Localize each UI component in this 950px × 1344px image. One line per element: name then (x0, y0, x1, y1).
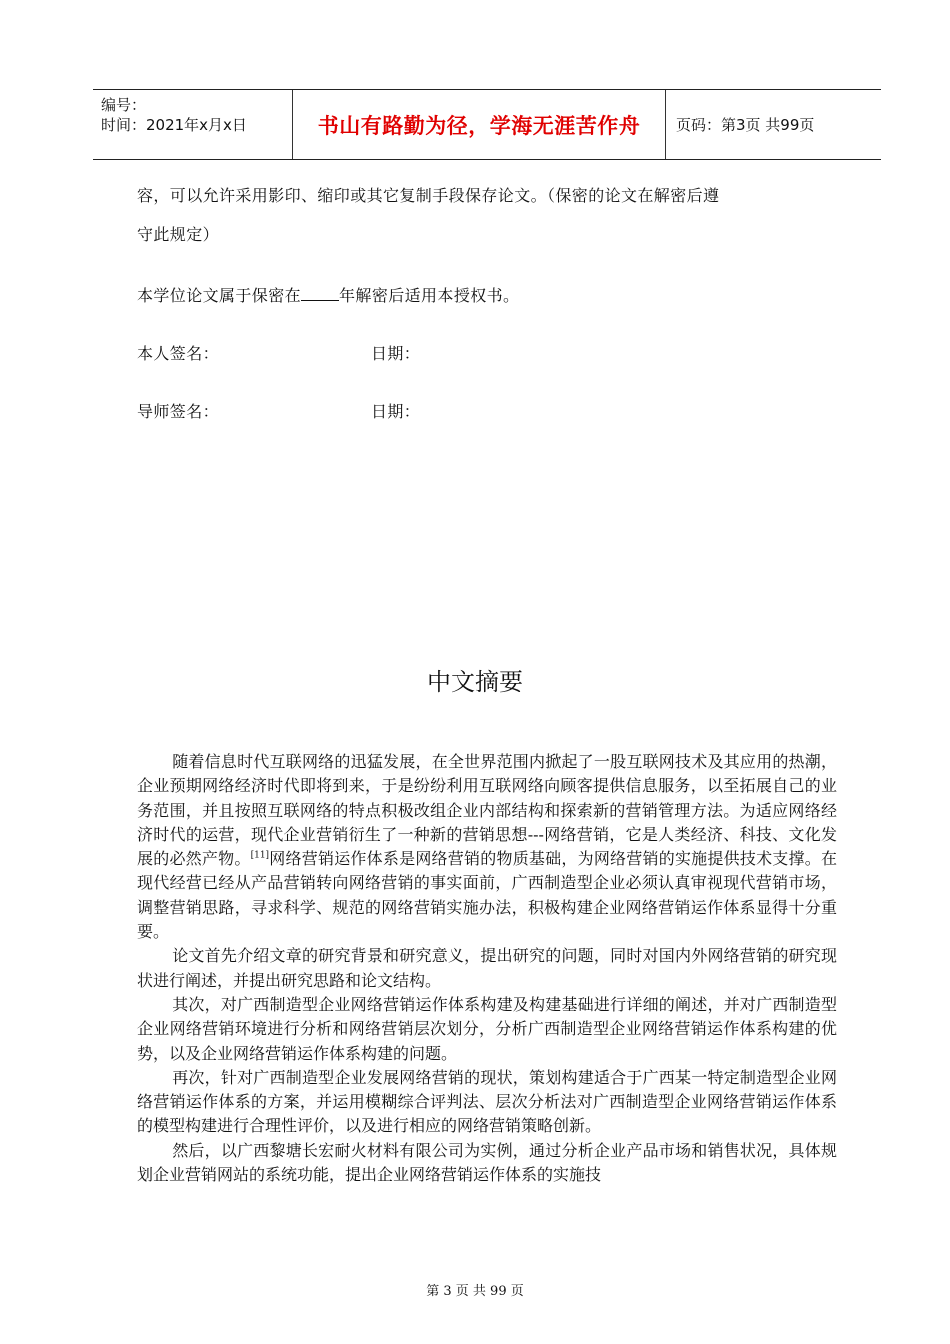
abstract-paragraph-1 (137, 750, 837, 944)
abstract-paragraph-1-part-a: 随着信息时代互联网络的迅猛发展，在全世界范围内掀起了一股互联网技术及其应用的热潮，企业预期网络经济时代即将到来，于是纷纷利用互联网络向顾客提供信息服务，以至拓展自己的业务范围，并且按照互联网络的特点积极改组企业内部结构和探索新的营销管理方法。为适应网络经济时代的运营，现代企业营销衍生了一种新的营销思想---网络营销，它是人类经济、科技、文化发展的必然产物。 (137, 752, 837, 869)
abstract-paragraph-3: 其次，对广西制造型企业网络营销运作体系构建及构建基础进行详细的阐述，并对广西制造型企业网络营销环境进行分析和网络营销层次划分，分析广西制造型企业网络营销运作体系构建的优势，以及企业网络营销运作体系构建的问题。 (137, 994, 837, 1063)
page-footer: 第 3 页 共 99 页 (426, 1284, 524, 1299)
abstract-paragraph-4: 再次，针对广西制造型企业发展网络营销的现状，策划构建适合于广西某一特定制造型企业网络营销运作体系的方案，并运用模糊综合评判法、层次分析法对广西制造型企业网络营销运作体系的模型构建进行合理性评价，以及进行相应的网络营销策略创新。 (137, 1067, 837, 1136)
advisor-signature-label: 导师签名： (137, 402, 220, 421)
document-time-label: 时间：2021年x月x日 (101, 116, 247, 134)
abstract-body (137, 750, 837, 1187)
advisor-date-label: 日期： (371, 402, 421, 421)
document-number-label: 编号： (101, 96, 147, 114)
header-meta-cell (93, 90, 293, 159)
secrecy-year-blank (301, 286, 339, 301)
secrecy-statement-before: 本学位论文属于保密在 (137, 286, 302, 305)
header-page-info: 页码：第3页 共99页 (676, 116, 815, 134)
authorization-line-1: 容，可以允许采用影印、缩印或其它复制手段保存论文。（保密的论文在解密后遵 (137, 186, 720, 205)
authorization-line-2: 守此规定） (137, 225, 220, 244)
citation-reference: [11] (250, 850, 270, 861)
abstract-paragraph-2: 论文首先介绍文章的研究背景和研究意义，提出研究的问题，同时对国内外网络营销的研究现状进行阐述，并提出研究思路和论文结构。 (137, 946, 837, 990)
author-signature-label: 本人签名： (137, 344, 220, 363)
header-page-cell (666, 90, 881, 159)
abstract-paragraph-1-part-b: 网络营销运作体系是网络营销的物质基础，为网络营销的实施提供技术支撑。在现代经营已经从产品营销转向网络营销的事实面前，广西制造型企业必须认真审视现代营销市场，调整营销思路，寻求科学、规范的网络营销实施办法，积极构建企业网络营销运作体系显得十分重要。 (137, 849, 837, 942)
header-motto-cell (293, 90, 666, 159)
secrecy-statement (137, 283, 519, 306)
secrecy-statement-after: 年解密后适用本授权书。 (339, 286, 520, 305)
abstract-paragraph-5: 然后，以广西黎塘长宏耐火材料有限公司为实例，通过分析企业产品市场和销售状况，具体规划企业营销网站的系统功能，提出企业网络营销运作体系的实施技 (137, 1140, 837, 1185)
abstract-title: 中文摘要 (427, 668, 523, 696)
author-date-label: 日期： (371, 344, 421, 363)
header-motto: 书山有路勤为径，学海无涯苦作舟 (317, 113, 641, 138)
page-header (93, 89, 881, 160)
